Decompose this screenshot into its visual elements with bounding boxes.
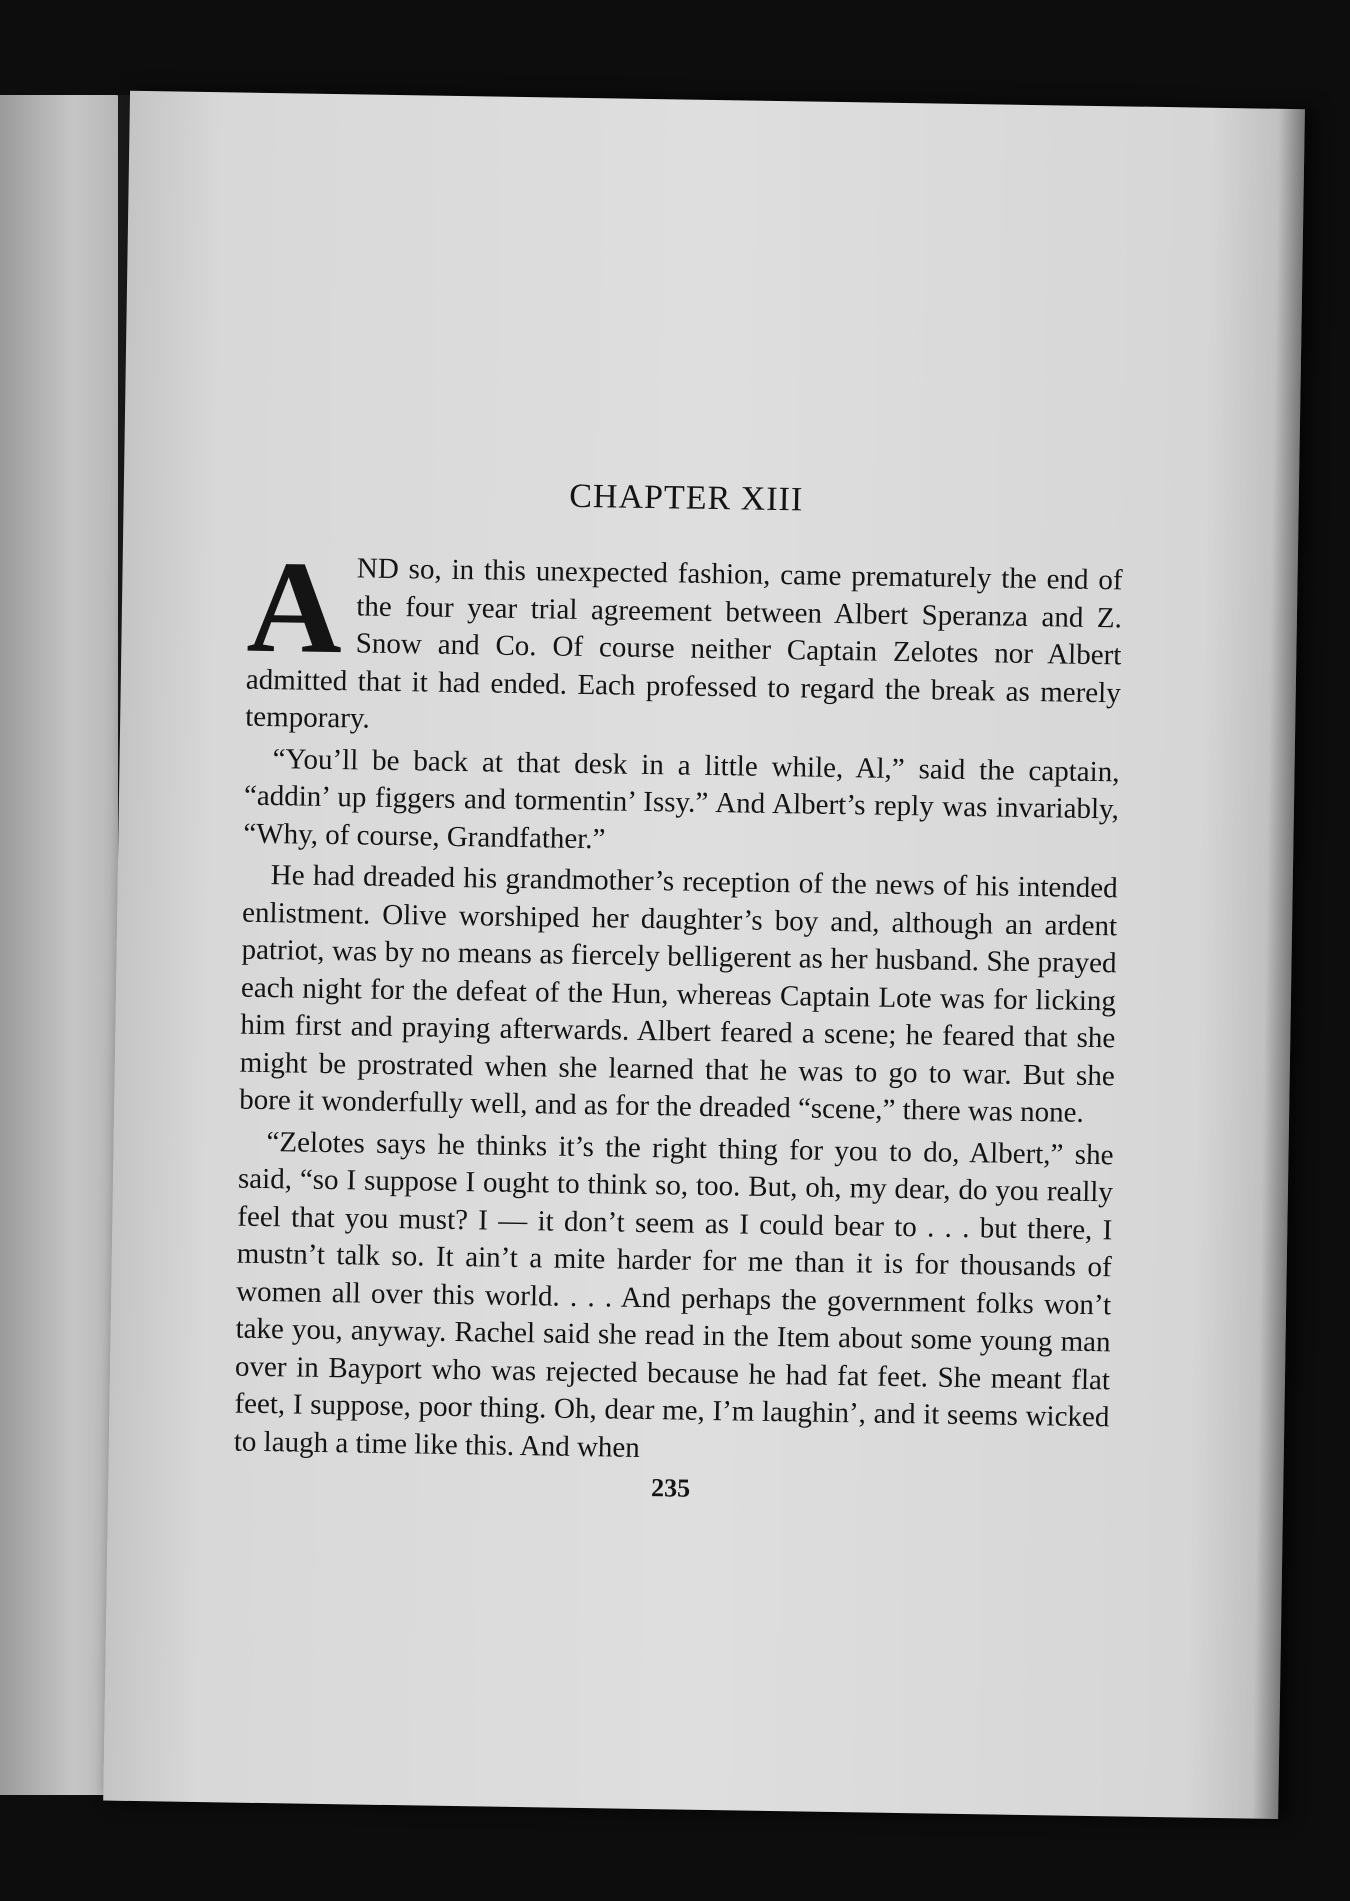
chapter-title: CHAPTER XIII — [568, 477, 804, 519]
paragraph-1 — [245, 532, 1123, 750]
paragraph-3: He had dreaded his grandmother’s reception of the news of his intended enlistment. Olive worshiped her daughter’s boy and, although an ardent patriot, was by no means as fiercely belligerent as her husband. She prayed each night for the defeat of the Hun, whereas Captain Lote was for licking him first and praying afterwards. Albert feared a scene; he feared that she might be prostrated when she learned that he was to go to war. But she bore it wonderfully well, and as for the dreaded “scene,” there was none. — [238, 859, 1118, 1129]
book-page — [103, 91, 1305, 1819]
paragraph-1-text: ND so, in this unexpected fashion, came prematurely the end of the four year trial agreement between Albert Speranza and Z. Snow and Co. Of course neither Captain Zelotes nor Albert admitted that it had ended. Each professed to regard the break as merely temporary. — [245, 552, 1123, 735]
page-edge-shadow — [1252, 109, 1305, 1819]
facing-page-edge — [0, 95, 122, 1795]
drop-cap: A — [245, 532, 344, 682]
page-number: 235 — [650, 1473, 691, 1503]
paragraph-2: “You’ll be back at that desk in a little while, Al,” said the captain, “addin’ up figgers and tormentin’ Issy.” And Albert’s reply was invariably, “Why, of course, Grandfather.” — [243, 742, 1120, 855]
page-text — [233, 473, 1124, 1511]
paragraph-4: “Zelotes says he thinks it’s the right thing for you to do, Albert,” she said, “so I suppose I ought to think so, too. But, oh, my dear, do you really feel that you must? I — it don’t seem as I could bear to . . . but there, I mustn’t talk so. It ain’t a mite harder for me than it is for thousands of women all over this world. . . . And perhaps the government folks won’t take you, anyway. Rachel said she read in the Item about some young man over in Bayport who was rejected because he had fat feet. She meant flat feet, I suppose, poor thing. Oh, dear me, I’m laughin’, and it seems wicked to laugh a time like this. And when — [233, 1125, 1114, 1464]
